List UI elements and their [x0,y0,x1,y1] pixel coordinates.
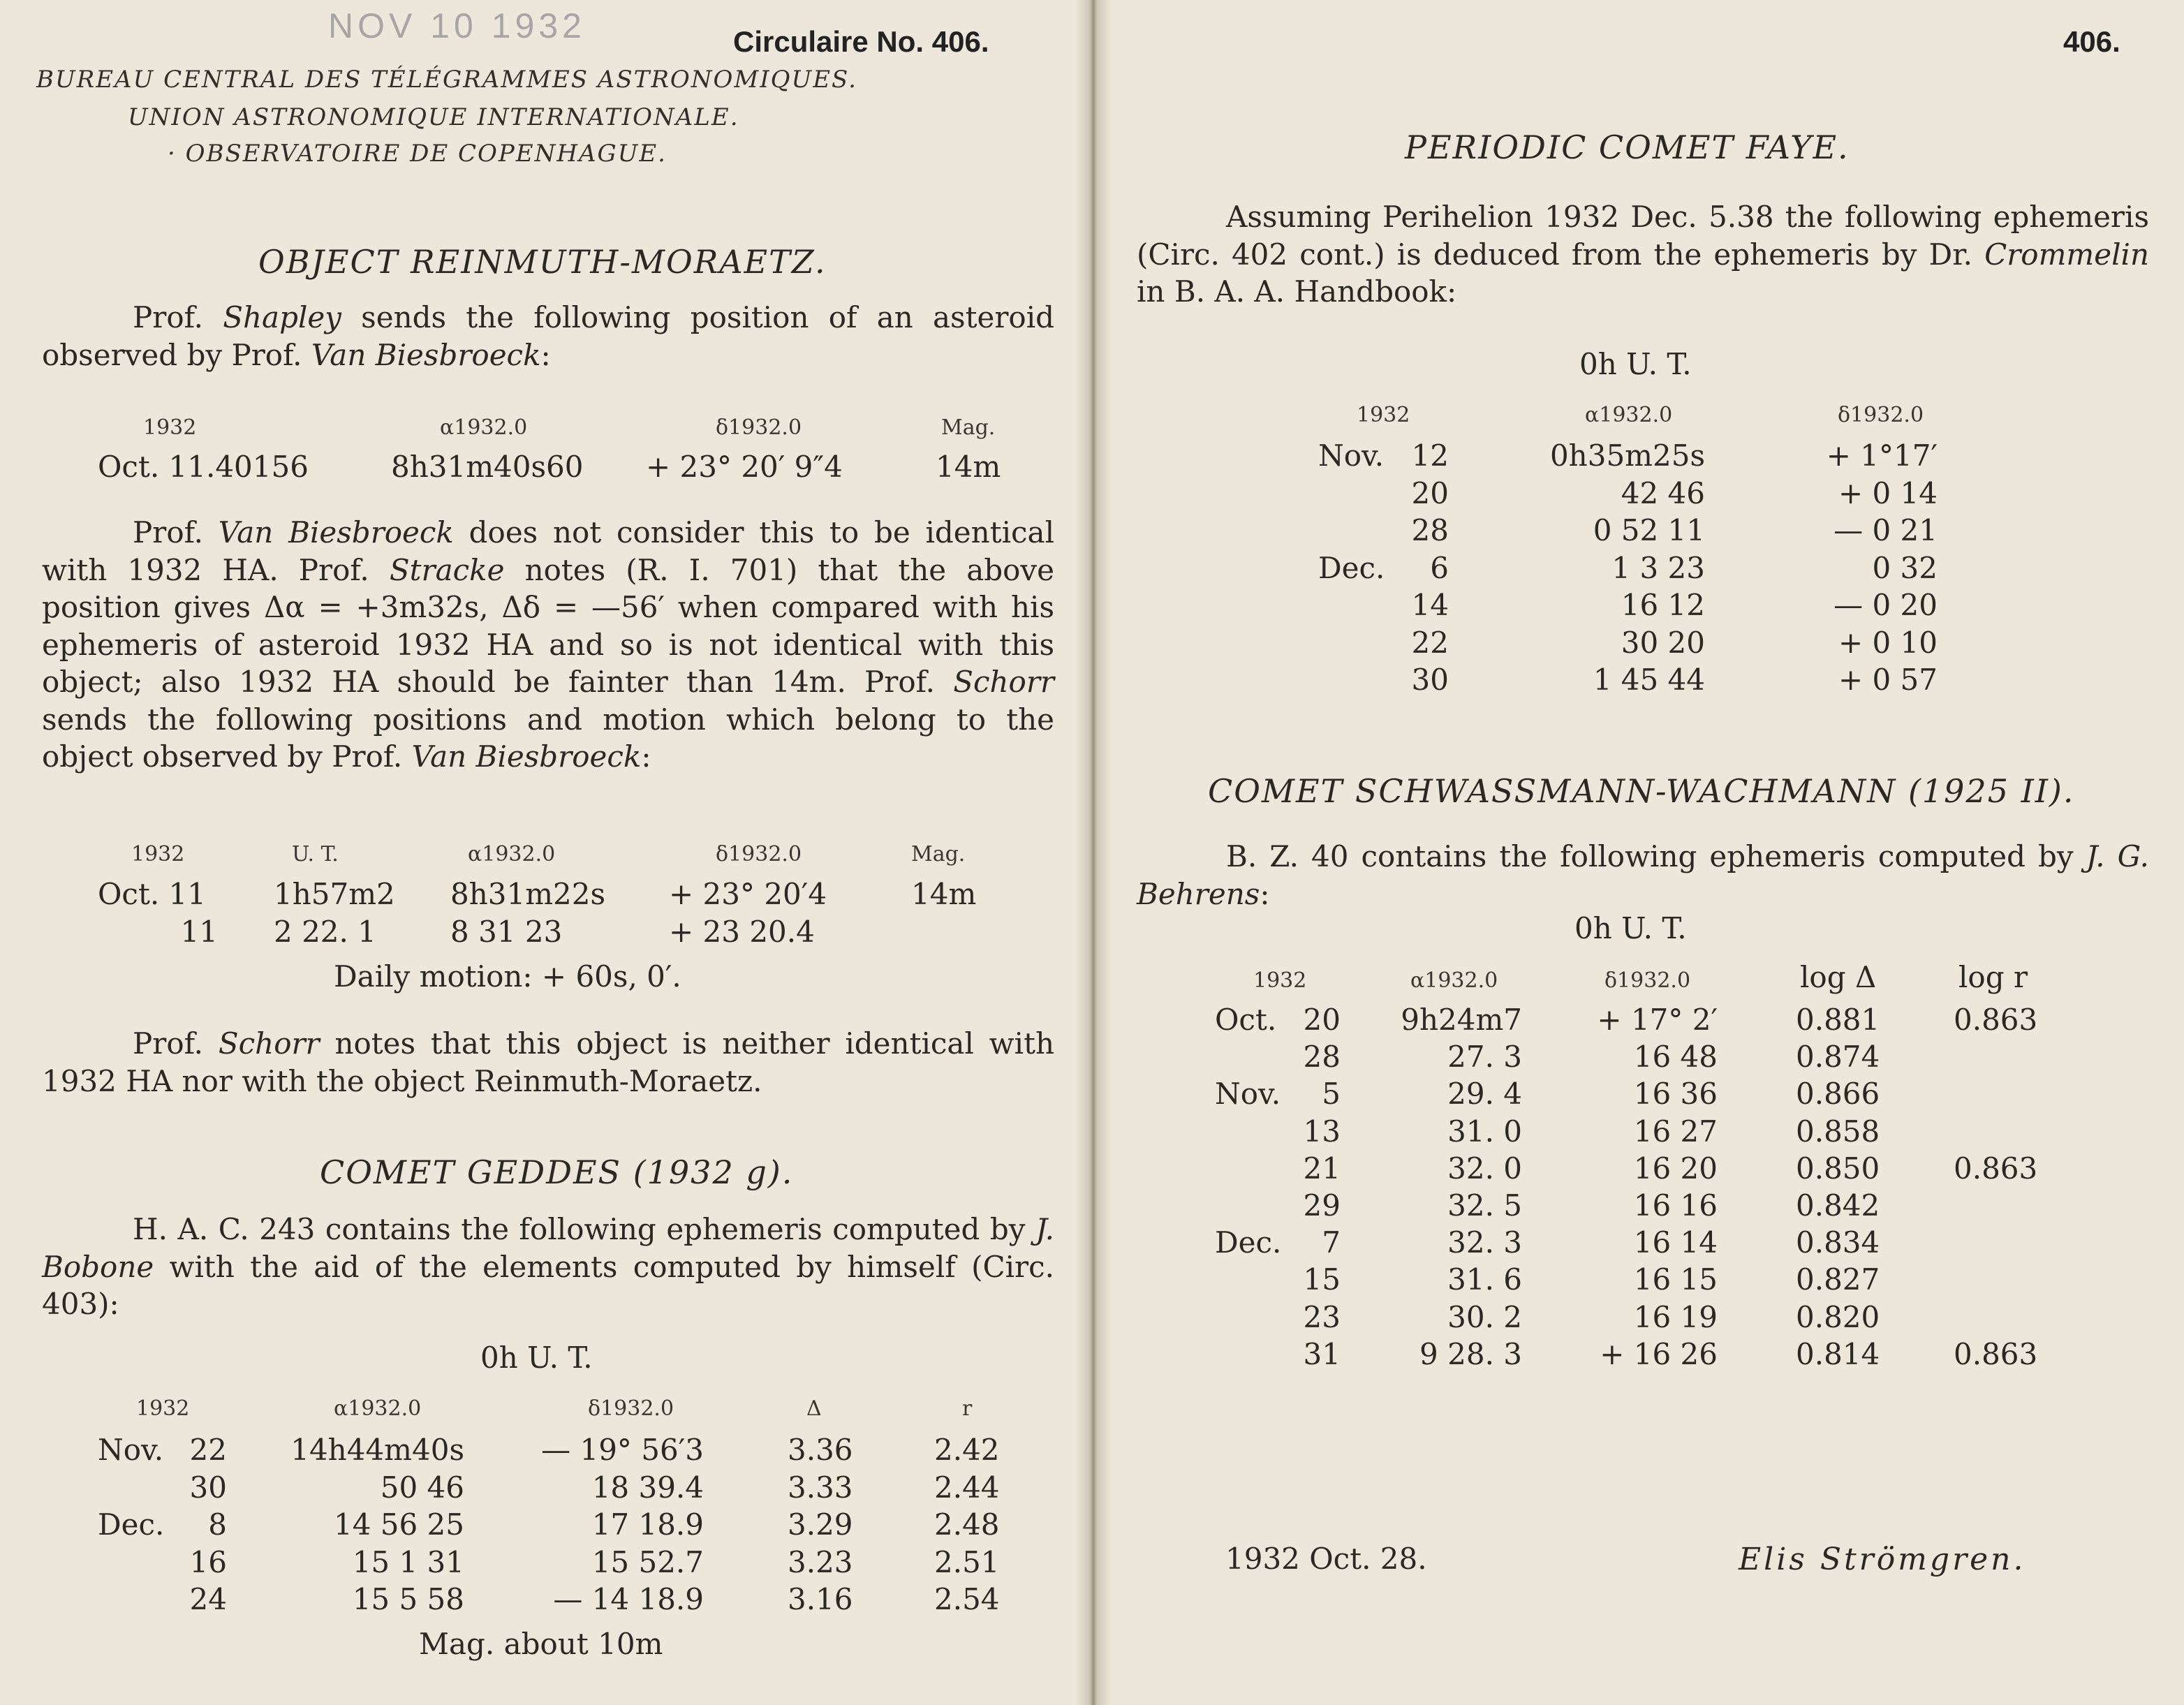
geddes-row-day: 30 [189,1470,227,1505]
schorr-row-2-dec: + 23 20.4 [669,915,815,949]
faye-row-day: 14 [1411,588,1449,622]
faye-row-dec: + 0 14 [1838,475,1938,510]
faye-row-day: 6 [1430,550,1449,585]
faye-row-dec: + 0 10 [1838,625,1938,660]
schwassmann-row-day: 23 [1303,1299,1341,1334]
schwassmann-row-ra: 9h24m7 [1401,1003,1522,1037]
schwassmann-row-ra: 29. 4 [1447,1077,1522,1112]
institution-line-3: · OBSERVATOIRE DE COPENHAGUE. [168,140,667,168]
schwassmann-row-logdelta: 0.866 [1796,1077,1880,1112]
geddes-row-delta: 3.36 [788,1433,853,1467]
schwassmann-row-logdelta: 0.820 [1796,1299,1880,1334]
faye-row-day: 20 [1411,475,1449,510]
schwassmann-row-ra: 31. 0 [1447,1114,1522,1149]
reinmuth-discussion: Prof. Van Biesbroeck does not consider this to be identical with 1932 HA. Prof. Stracke notes (R. I. 701) that the above position gives Δα = +3m32s, Δδ = —56′ when compared with his ephemeris of asteroid 1932 HA and so is not identical with this object; also 1932 HA should be fainter than 14m. Prof. Schorr sends the following positions and motion which belong to the object observed by Prof. Van Biesbroeck: [42,515,1054,774]
schwassmann-row-logdelta: 0.850 [1796,1151,1880,1186]
geddes-row-r: 2.48 [934,1507,1000,1542]
schorr-row-1-mag: 14m [911,877,977,911]
schwassmann-row-ra: 30. 2 [1447,1299,1522,1334]
schwassmann-row-dec: 16 48 [1633,1040,1718,1075]
geddes-magnitude: Mag. about 10m [419,1627,663,1661]
schwassmann-row-day: 28 [1303,1040,1341,1075]
faye-row-dec: + 1°17′ [1826,438,1938,473]
geddes-header-ra: α1932.0 [334,1396,422,1421]
schwassmann-row-month: Oct. [1215,1003,1277,1037]
section-title-schwassmann: COMET SCHWASSMANN-WACHMANN (1925 II). [1208,772,2075,810]
faye-row-day: 28 [1411,513,1449,547]
reinmuth-header-year: 1932 [143,415,197,440]
schwassmann-row-logr: 0.863 [1954,1336,2038,1371]
faye-row-dec: 0 32 [1872,550,1938,585]
geddes-row-dec: 17 18.9 [591,1507,704,1542]
schwassmann-row-day: 13 [1303,1114,1341,1149]
geddes-row-ra: 15 5 58 [352,1582,464,1616]
schwassmann-header-logr: log r [1958,960,2028,994]
faye-row-ra: 0h35m25s [1549,438,1705,473]
schwassmann-row-day: 21 [1303,1151,1341,1186]
schwassmann-row-logdelta: 0.842 [1796,1188,1880,1223]
geddes-row-day: 8 [208,1507,227,1542]
schorr-row-1-ra: 8h31m22s [450,877,606,911]
schwassmann-header-year: 1932 [1253,968,1307,993]
faye-header-year: 1932 [1357,403,1410,427]
faye-row-day: 12 [1411,438,1449,473]
faye-intro: Assuming Perihelion 1932 Dec. 5.38 the following ephemeris (Circ. 402 cont.) is deduced from the ephemeris by Dr. Crommelin in B. A. A. Handbook: [1137,200,2149,309]
section-title-geddes: COMET GEDDES (1932 g). [320,1153,794,1191]
geddes-intro: H. A. C. 243 contains the following ephemeris computed by J. Bobone with the aid of the elements computed by himself (Circ. 403): [42,1212,1054,1321]
geddes-time-label: 0h U. T. [480,1341,593,1375]
reinmuth-intro: Prof. Shapley sends the following position of an asteroid observed by Prof. Van Biesbroeck: [42,300,1055,372]
schwassmann-row-logr: 0.863 [1954,1003,2038,1037]
schwassmann-row-ra: 27. 3 [1447,1040,1522,1075]
faye-row-month: Nov. [1318,438,1385,473]
schwassmann-row-dec: + 16 26 [1600,1336,1718,1371]
geddes-row-ra: 14 56 25 [333,1507,464,1542]
schorr-daily-motion: Daily motion: + 60s, 0′. [334,959,681,994]
schwassmann-row-month: Dec. [1215,1225,1282,1260]
geddes-row-ra: 14h44m40s [290,1433,464,1467]
schwassmann-row-day: 15 [1303,1262,1341,1297]
geddes-row-r: 2.51 [934,1544,1000,1579]
schwassmann-row-dec: 16 36 [1633,1077,1718,1112]
schorr-note: Prof. Schorr notes that this object is neither identical with 1932 HA nor with the object Reinmuth-Moraetz. [42,1026,1054,1098]
geddes-row-r: 2.54 [934,1582,1000,1616]
schorr-row-1-ut: 1h57m2 [274,877,395,911]
schwassmann-row-ra: 31. 6 [1447,1262,1522,1297]
schwassmann-row-day: 31 [1303,1336,1341,1371]
faye-row-ra: 30 20 [1621,625,1705,660]
schwassmann-row-logdelta: 0.874 [1796,1040,1880,1075]
geddes-row-day: 16 [189,1544,227,1579]
reinmuth-header-ra: α1932.0 [440,415,528,440]
issue-date: 1932 Oct. 28. [1225,1542,1427,1576]
schwassmann-row-logdelta: 0.834 [1796,1225,1880,1260]
schorr-row-1-dec: + 23° 20′4 [669,877,827,911]
schwassmann-row-month: Nov. [1215,1077,1281,1112]
faye-row-dec: + 0 57 [1838,663,1938,697]
schwassmann-row-day: 29 [1303,1188,1341,1223]
schorr-header-ut: U. T. [292,842,339,866]
faye-time-label: 0h U. T. [1579,347,1692,381]
received-stamp: NOV 10 1932 [328,6,586,45]
schorr-row-2-date: 11 [180,915,218,949]
schwassmann-row-dec: + 17° 2′ [1597,1003,1718,1037]
geddes-header-year: 1932 [136,1396,190,1421]
section-title-reinmuth: OBJECT REINMUTH-MORAETZ. [258,243,827,281]
geddes-row-month: Nov. [98,1433,164,1467]
faye-row-dec: — 0 20 [1833,588,1938,622]
geddes-header-dec: δ1932.0 [588,1396,674,1421]
geddes-header-delta: Δ [806,1396,822,1421]
schwassmann-row-ra: 32. 0 [1447,1151,1522,1186]
geddes-row-day: 22 [189,1433,227,1467]
geddes-row-month: Dec. [98,1507,165,1542]
schwassmann-row-logdelta: 0.881 [1796,1003,1880,1037]
faye-row-ra: 0 52 11 [1593,513,1705,547]
reinmuth-dec: + 23° 20′ 9″4 [646,450,843,484]
page-number: 406. [2063,25,2120,58]
schwassmann-row-day: 20 [1303,1003,1341,1037]
geddes-row-ra: 15 1 31 [352,1544,464,1579]
geddes-row-delta: 3.16 [788,1582,853,1616]
faye-header-dec: δ1932.0 [1838,403,1924,427]
institution-line-1: BUREAU CENTRAL DES TÉLÉGRAMMES ASTRONOMIQUES. [36,66,857,94]
schwassmann-row-day: 7 [1322,1225,1341,1260]
schwassmann-row-ra: 32. 3 [1447,1225,1522,1260]
schwassmann-time-label: 0h U. T. [1574,911,1687,945]
faye-row-day: 30 [1411,663,1449,697]
signature: Elis Strömgren. [1739,1542,2026,1577]
schwassmann-row-logdelta: 0.858 [1796,1114,1880,1149]
schwassmann-row-logr: 0.863 [1954,1151,2038,1186]
schwassmann-row-ra: 9 28. 3 [1419,1336,1522,1371]
faye-row-ra: 16 12 [1621,588,1705,622]
faye-row-month: Dec. [1318,550,1385,585]
schorr-row-1-date: Oct. 11 [98,877,206,911]
geddes-row-delta: 3.33 [788,1470,853,1505]
geddes-row-day: 24 [189,1582,227,1616]
section-title-faye: PERIODIC COMET FAYE. [1405,128,1850,166]
reinmuth-ra: 8h31m40s60 [391,450,584,484]
schwassmann-row-logdelta: 0.827 [1796,1262,1880,1297]
faye-row-dec: — 0 21 [1833,513,1938,547]
schwassmann-row-dec: 16 20 [1633,1151,1718,1186]
geddes-row-r: 2.42 [934,1433,1000,1467]
institution-line-2: UNION ASTRONOMIQUE INTERNATIONALE. [128,103,739,131]
reinmuth-header-dec: δ1932.0 [716,415,802,440]
schorr-header-mag: Mag. [911,842,966,866]
geddes-row-delta: 3.23 [788,1544,853,1579]
faye-row-day: 22 [1411,625,1449,660]
schwassmann-header-ra: α1932.0 [1410,968,1498,993]
schwassmann-row-ra: 32. 5 [1447,1188,1522,1223]
schorr-header-ra: α1932.0 [468,842,556,866]
schorr-header-year: 1932 [131,842,185,866]
geddes-row-dec: — 14 18.9 [553,1582,704,1616]
geddes-row-r: 2.44 [934,1470,1000,1505]
schorr-row-2-ra: 8 31 23 [450,915,563,949]
schwassmann-row-dec: 16 16 [1633,1188,1718,1223]
reinmuth-header-mag: Mag. [941,415,996,440]
reinmuth-date: Oct. 11.40156 [98,450,309,484]
schwassmann-row-dec: 16 14 [1633,1225,1718,1260]
schwassmann-row-dec: 16 15 [1633,1262,1718,1297]
geddes-header-r: r [962,1396,973,1421]
schwassmann-header-dec: δ1932.0 [1604,968,1691,993]
book-gutter [1075,0,1112,1705]
schwassmann-intro: B. Z. 40 contains the following ephemeris computed by J. G. Behrens: [1137,839,2149,911]
faye-row-ra: 1 3 23 [1611,550,1705,585]
schwassmann-row-dec: 16 19 [1633,1299,1718,1334]
geddes-row-ra: 50 46 [380,1470,464,1505]
geddes-row-dec: 15 52.7 [591,1544,704,1579]
geddes-row-dec: — 19° 56′3 [541,1433,704,1467]
schwassmann-header-logdelta: log Δ [1800,960,1877,994]
schorr-row-2-ut: 2 22. 1 [274,915,376,949]
faye-header-ra: α1932.0 [1585,403,1673,427]
schwassmann-row-day: 5 [1322,1077,1341,1112]
geddes-row-delta: 3.29 [788,1507,853,1542]
reinmuth-mag: 14m [936,450,1001,484]
schwassmann-row-dec: 16 27 [1633,1114,1718,1149]
circular-number: Circulaire No. 406. [733,25,989,58]
schorr-header-dec: δ1932.0 [716,842,802,866]
schwassmann-row-logdelta: 0.814 [1796,1336,1880,1371]
faye-row-ra: 42 46 [1621,475,1705,510]
geddes-row-dec: 18 39.4 [591,1470,704,1505]
faye-row-ra: 1 45 44 [1593,663,1705,697]
